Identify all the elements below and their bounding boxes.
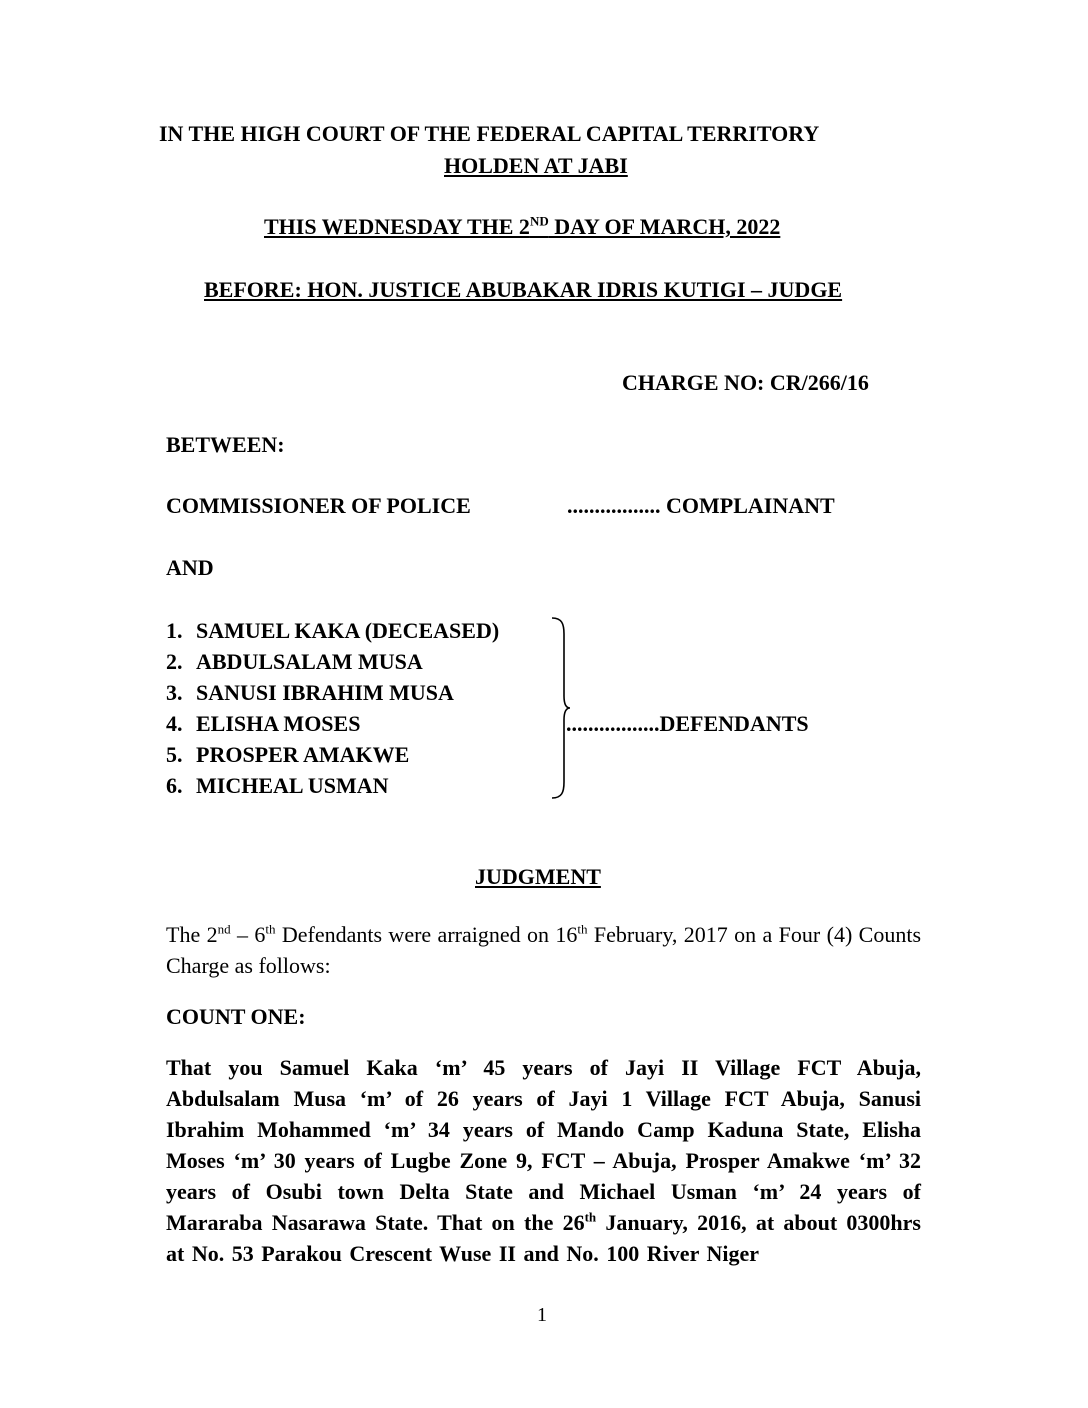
defendant-item: 4. ELISHA MOSES <box>166 711 361 736</box>
judgment-date <box>264 214 780 240</box>
date-superscript: ND <box>529 213 549 229</box>
count-one-heading: COUNT ONE: <box>166 1004 306 1029</box>
page-number: 1 <box>537 1304 547 1326</box>
date-text-2: DAY OF MARCH, 2022 <box>548 214 781 239</box>
count-one-paragraph: That you Samuel Kaka ‘m’ 45 years of Jayi II Village FCT Abuja, Abdulsalam Musa ‘m’ of 26 years of Jayi 1 Village FCT Abuja, Sanusi Ibrahim Mohammed ‘m’ 34 years of Mando Camp Kaduna State, Elisha Moses ‘m’ 30 years of Lugbe Zone 9, FCT – Abuja, Prosper Amakwe ‘m’ 32 years of Osubi town Delta State and Michael Usman ‘m’ 24 years of Mararaba Nasarawa State. That on the 26th January, 2016, at about 0300hrs at No. 53 Parakou Crescent Wuse II and No. 100 River Niger <box>166 1055 921 1266</box>
judgment-heading: JUDGMENT <box>475 864 601 889</box>
court-title: IN THE HIGH COURT OF THE FEDERAL CAPITAL TERRITORY <box>159 121 820 146</box>
defendant-item: 2. ABDULSALAM MUSA <box>166 649 423 674</box>
defendant-item: 3. SANUSI IBRAHIM MUSA <box>166 680 454 705</box>
complainant-name: COMMISSIONER OF POLICE <box>166 493 471 518</box>
presiding-judge: BEFORE: HON. JUSTICE ABUBAKAR IDRIS KUTIGI – JUDGE <box>204 277 843 302</box>
intro-paragraph: The 2nd – 6th Defendants were arraigned on 16th February, 2017 on a Four (4) Counts Charge as follows: <box>166 921 922 978</box>
charge-number: CHARGE NO: CR/266/16 <box>622 370 869 395</box>
date-text-1: THIS WEDNESDAY THE 2 <box>264 214 530 239</box>
right-brace-icon <box>548 616 572 800</box>
defendant-item: 6. MICHEAL USMAN <box>166 773 389 798</box>
defendants-role: .................DEFENDANTS <box>566 711 809 736</box>
defendant-item: 1. SAMUEL KAKA (DECEASED) <box>166 618 500 643</box>
and-label: AND <box>166 555 214 580</box>
between-label: BETWEEN: <box>166 432 285 457</box>
complainant-role: ................. COMPLAINANT <box>567 493 835 518</box>
defendant-item: 5. PROSPER AMAKWE <box>166 742 410 767</box>
court-location: HOLDEN AT JABI <box>444 153 628 178</box>
